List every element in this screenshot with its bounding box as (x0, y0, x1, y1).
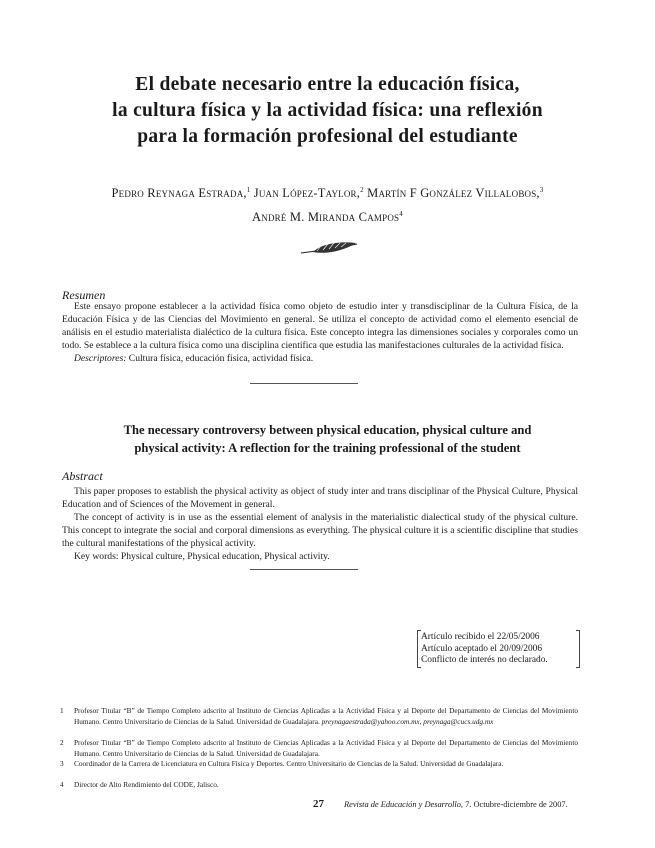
bracket-left (417, 630, 421, 668)
journal-issue: 7. Octubre-diciembre de 2007. (463, 800, 568, 809)
conflict-statement: Conflicto de interés no declarado. (421, 655, 548, 665)
footnote-text: Coordinador de la Carrera de Licenciatura en Cultura Física y Deportes. Centro Universitario de Ciencias de la Salud. Universidad de Guadalajara. (74, 759, 504, 768)
author-name: Pedro Reynaga Estrada, (111, 186, 247, 200)
article-dates-box (421, 632, 576, 666)
article-title (40, 72, 615, 150)
footnote-1 (60, 705, 578, 727)
footnote-number: 1 (60, 706, 64, 715)
received-date: Artículo recibido el 22/05/2006 (421, 632, 540, 642)
abstract-paragraph: This paper proposes to establish the physical activity as object of study inter and trans disciplinar of the Physical Culture, Physical Education and of Sciences of the Movement in general. (62, 486, 578, 510)
feather-ornament-icon (299, 240, 359, 258)
author-name: André M. Miranda Campos (252, 210, 400, 224)
abstract-body (62, 486, 578, 563)
footnote-text: Profesor Titular “B” de Tiempo Completo adscrito al Instituto de Ciencias Aplicadas a la Actividad Física y al Deporte del Departamento de Ciencias del Movimiento Humano. Centro Universitario de Ciencias de la Salud. Universidad de Guadalajara. (74, 706, 578, 727)
author-affiliation-mark: 1 (246, 186, 251, 194)
author-list (40, 180, 615, 228)
english-title-line: physical activity: A reflection for the training professional of the student (134, 441, 521, 455)
accepted-date: Artículo aceptado el 20/09/2006 (421, 643, 543, 654)
keywords-label: Descriptores: (74, 352, 127, 364)
english-title (60, 421, 595, 457)
section-divider (250, 383, 358, 384)
author-affiliation-mark: 2 (360, 186, 364, 194)
footnote-2 (60, 737, 578, 759)
section-divider (250, 569, 358, 570)
author-affiliation-mark: 3 (539, 186, 544, 194)
footnote-number: 2 (60, 738, 64, 747)
footnote-text: Profesor Titular “B” de Tiempo Completo adscrito al Instituto de Ciencias Aplicadas a la Actividad Física y al Deporte del Departamento de Ciencias del Movimiento Humano. Centro Universitario de Ciencias de la Salud. Universidad de Guadalajara. (74, 738, 578, 759)
footnote-3 (60, 758, 578, 769)
abstract-heading: Abstract (62, 469, 103, 483)
page-number: 27 (313, 798, 324, 810)
author-name: Martín F González Villalobos, (367, 186, 540, 200)
journal-name: Revista de Educación y Desarrollo, (344, 800, 464, 809)
title-line: la cultura física y la actividad física: una reflexión (112, 100, 543, 121)
abstract-keywords: Key words: Physical culture, Physical education, Physical activity. (74, 550, 330, 562)
bracket-right (576, 630, 580, 668)
footnote-number: 4 (60, 780, 64, 789)
abstract-paragraph: The concept of activity is in use as the essential element of analysis in the materialistic dialectical study of the physical culture. This concept to integrate the social and corporal dimensions as everything. The physical culture it is a scientific discipline that studies the cultural manifestations of the physical activity. (62, 511, 578, 549)
resumen-text: Este ensayo propone establecer a la actividad física como objeto de estudio inter y transdisciplinar de la Cultura Física, de la Educación Física y de las Ciencias del Movimiento en general. Se utiliza el concepto de actividad como el elemento esencial de análisis en el estudio materialista dialéctico de la cultura física. Este concepto integra las dimensiones sociales y corporales como un todo. Se establece a la cultura física como una disciplina científica que estudia las manifestaciones culturales de la actividad física. (62, 301, 578, 351)
keywords-text: Cultura física, educación física, actividad física. (126, 352, 314, 364)
resumen-heading: Resumen (62, 288, 106, 302)
title-line: para la formación profesional del estudiante (137, 126, 518, 147)
footnote-number: 3 (60, 759, 64, 768)
footnote-4 (60, 779, 578, 790)
resumen-body (62, 301, 578, 366)
english-title-line: The necessary controversy between physical education, physical culture and (123, 423, 532, 437)
title-line: El debate necesario entre la educación física, (135, 74, 520, 95)
footnote-email: preynagaestrada@yahoo.com.mx, preynaga@cucs.udg.mx (321, 717, 494, 727)
journal-citation (344, 800, 568, 809)
author-affiliation-mark: 4 (399, 210, 403, 218)
author-name: Juan López-Taylor, (253, 186, 361, 200)
footnote-text: Director de Alto Rendimiento del CODE, Jalisco. (74, 780, 219, 789)
